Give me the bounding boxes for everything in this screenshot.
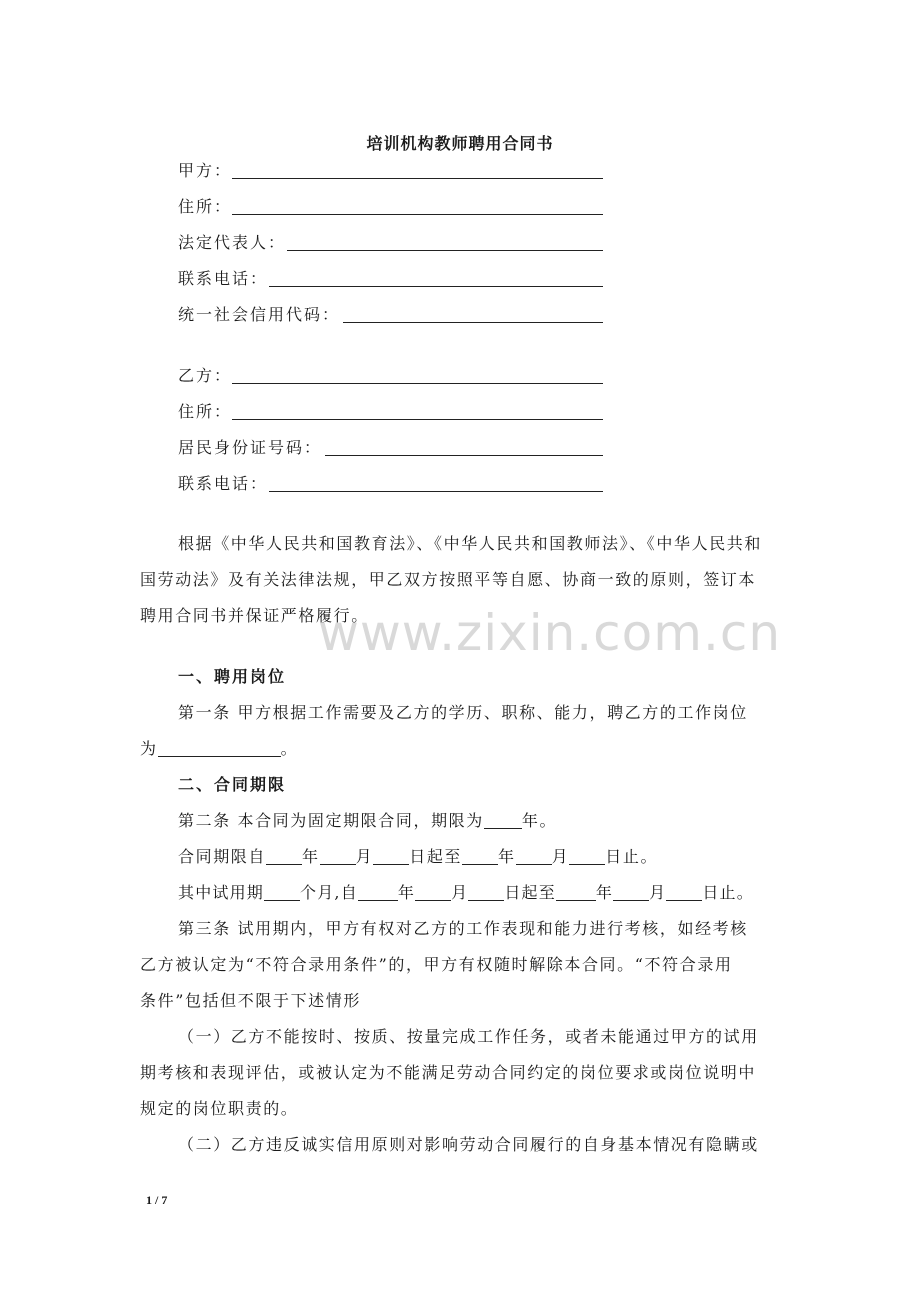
term-end-day-blank	[569, 846, 605, 865]
article-2-suffix: 年。	[521, 811, 558, 830]
article-1-suffix: 。	[280, 739, 299, 758]
party-a-name-blank	[232, 178, 603, 179]
item-1-line-2: 期考核和表现评估，或被认定为不能满足劳动合同约定的岗位要求或岗位说明中	[140, 1063, 757, 1082]
article-1-line-1: 第一条 甲方根据工作需要及乙方的学历、职称、能力，聘乙方的工作岗位	[178, 703, 748, 722]
term-text-1: 年	[302, 847, 320, 866]
probation-line	[178, 880, 754, 906]
party-b-id-blank	[325, 455, 603, 456]
term-text-3: 日起至	[409, 847, 463, 866]
probation-end-year-blank	[556, 882, 596, 901]
probation-text-1: 个月,自	[300, 883, 358, 902]
term-text-0: 合同期限自	[178, 847, 267, 866]
article-1-line-2	[140, 736, 298, 762]
probation-text-4: 日起至	[504, 883, 556, 902]
term-text-6: 日止。	[605, 847, 659, 866]
term-end-month-blank	[516, 846, 552, 865]
party-a-credit-code-label: 统一社会信用代码：	[178, 305, 341, 324]
item-2-line-1: （二）乙方违反诚实信用原则对影响劳动合同履行的自身基本情况有隐瞒或	[178, 1135, 759, 1154]
article-1-prefix: 为	[140, 739, 158, 758]
probation-start-year-blank	[358, 882, 398, 901]
probation-start-day-blank	[468, 882, 504, 901]
party-b-address-blank	[232, 419, 603, 420]
party-b-phone-blank	[269, 491, 603, 492]
preamble-line-1: 根据《中华人民共和国教育法》、《中华人民共和国教师法》、《中华人民共和	[178, 534, 763, 553]
document-title: 培训机构教师聘用合同书	[366, 134, 554, 153]
party-a-phone-label: 联系电话：	[178, 269, 269, 288]
probation-text-3: 月	[451, 883, 469, 902]
term-end-year-blank	[462, 846, 498, 865]
term-text-2: 月	[355, 847, 374, 866]
probation-text-6: 月	[649, 883, 667, 902]
page-indicator: 1 / 7	[146, 1193, 168, 1207]
party-b-name-blank	[232, 383, 603, 384]
term-text-4: 年	[498, 847, 516, 866]
contract-term-line	[178, 844, 658, 870]
party-a-credit-code-blank	[343, 322, 603, 323]
party-a-address-blank	[232, 214, 603, 215]
party-a-phone-blank	[269, 286, 603, 287]
term-start-year-blank	[266, 846, 302, 865]
term-text-5: 月	[551, 847, 570, 866]
item-1-line-1: （一）乙方不能按时、按质、按量完成工作任务，或者未能通过甲方的试用	[178, 1027, 759, 1046]
article-3-line-1: 第三条 试用期内，甲方有权对乙方的工作表现和能力进行考核，如经考核	[178, 919, 748, 938]
probation-text-5: 年	[595, 883, 614, 902]
probation-months-blank	[264, 882, 300, 901]
article-3-line-3: 条件”包括但不限于下述情形	[140, 991, 361, 1010]
position-blank	[158, 738, 281, 757]
watermark: www.zixin.com.cn	[318, 604, 782, 662]
party-a-name-label: 甲方：	[178, 161, 233, 180]
preamble-line-3: 聘用合同书并保证严格履行。	[140, 606, 369, 625]
probation-end-month-blank	[613, 882, 649, 901]
probation-start-month-blank	[415, 882, 451, 901]
article-2-prefix: 第二条 本合同为固定期限合同，期限为	[178, 811, 484, 830]
section-2-heading: 二、合同期限	[178, 775, 287, 794]
probation-end-day-blank	[666, 882, 702, 901]
party-a-address-label: 住所：	[178, 197, 233, 216]
article-2-line	[178, 808, 557, 834]
term-start-day-blank	[373, 846, 409, 865]
party-b-id-label: 居民身份证号码：	[178, 438, 323, 457]
party-a-rep-label: 法定代表人：	[178, 233, 287, 252]
party-b-phone-label: 联系电话：	[178, 474, 269, 493]
term-start-month-blank	[320, 846, 356, 865]
probation-text-7: 日止。	[702, 883, 754, 902]
preamble-line-2: 国劳动法》及有关法律法规，甲乙双方按照平等自愿、协商一致的原则，签订本	[140, 570, 757, 589]
party-b-address-label: 住所：	[178, 402, 233, 421]
probation-text-0: 其中试用期	[178, 883, 265, 902]
section-1-heading: 一、聘用岗位	[178, 667, 287, 686]
item-1-line-3: 规定的岗位职责的。	[140, 1099, 299, 1118]
party-a-rep-blank	[287, 250, 603, 251]
article-3-line-2: 乙方被认定为“不符合录用条件”的，甲方有权随时解除本合同。“不符合录用	[140, 955, 733, 974]
party-b-name-label: 乙方：	[178, 366, 233, 385]
term-years-blank	[484, 810, 522, 829]
probation-text-2: 年	[397, 883, 416, 902]
